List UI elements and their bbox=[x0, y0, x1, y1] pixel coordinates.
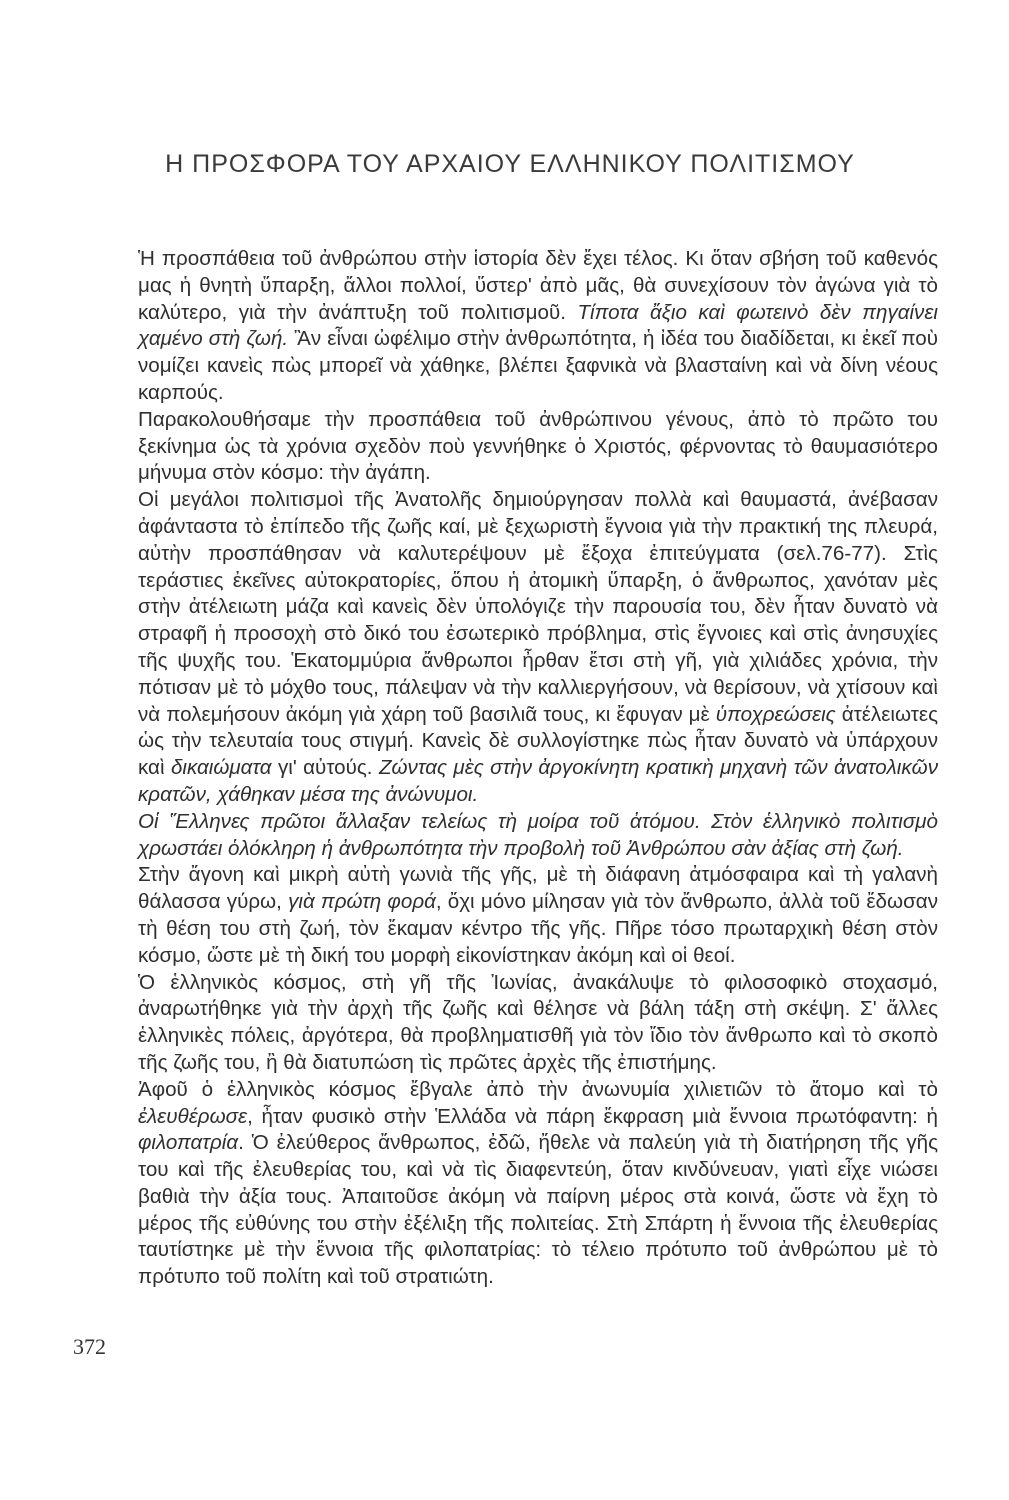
paragraph-text: , ἦταν φυσικὸ στὴν Ἑλλάδα νὰ πάρη ἔκφραση μιὰ ἔννοια πρωτόφαντη: ἡ bbox=[247, 1104, 938, 1128]
emphasized-text: Ζώντας μὲς στὴν ἀργοκίνητη κρατικὴ μηχανὴ τῶν ἀνατολικῶν κρατῶν, χάθηκαν μέσα της ἀνώνυμοι. bbox=[138, 756, 939, 806]
emphasized-text: Οἱ Ἕλληνες πρῶτοι ἄλλαξαν τελείως τὴ μοίρα τοῦ ἀτόμου. Στὸν ἑλληνικὸ πολιτισμὸ χρωστάει ὁλόκληρη ἡ ἀνθρωπότητα τὴν προβολὴ τοῦ Ἀνθρώπου σὰν ἀξίας στὴ ζωή. bbox=[138, 809, 938, 860]
paragraph bbox=[138, 862, 938, 969]
page-title: Η ΠΡΟΣΦΟΡΑ ΤΟΥ ΑΡΧΑΙΟΥ ΕΛΛΗΝΙΚΟΥ ΠΟΛΙΤΙΣΜΟΥ bbox=[165, 150, 855, 178]
paragraph bbox=[138, 970, 938, 1077]
emphasized-text: ὑποχρεώσεις bbox=[715, 702, 836, 726]
paragraph-text: Στὴν ἄγονη καὶ μικρὴ αὐτὴ γωνιὰ τῆς γῆς, μὲ τὴ διάφανη ἀτμόσφαιρα καὶ τὴ γαλανὴ θάλασσα γύρω, bbox=[138, 863, 938, 914]
paragraph bbox=[138, 246, 938, 407]
paragraph bbox=[138, 487, 938, 809]
paragraph-text: , ὄχι μόνο μίλησαν γιὰ τὸν ἄνθρωπο, ἀλλὰ τοῦ ἔδωσαν τὴ θέση του στὴ ζωή, τὸν ἔκαμαν κέντρο τῆς γῆς. Πῆρε τόσο πρωταρχικὴ θέση στὸν κόσμο, ὥστε μὲ τὴ δική του μορφὴ εἰκονίστηκαν ἀκόμη καὶ οἱ θεοί. bbox=[138, 890, 938, 967]
paragraph bbox=[138, 809, 938, 863]
paragraph bbox=[138, 1077, 938, 1291]
paragraph-text: γι' αὐτούς. bbox=[271, 756, 379, 780]
body-text bbox=[138, 246, 938, 1291]
paragraph-text: Ἂν εἶναι ὠφέλιμο στὴν ἀνθρωπότητα, ἡ ἰδέα του διαδίδεται, κι ἐκεῖ ποὺ νομίζει κανεὶς πὼς μπορεῖ νὰ χάθηκε, βλέπει ξαφνικὰ νὰ βλασταίνη καὶ νὰ δίνη νέους καρπούς. bbox=[138, 327, 938, 404]
paragraph-text: Οἱ μεγάλοι πολιτισμοὶ τῆς Ἀνατολῆς δημιούργησαν πολλὰ καὶ θαυμαστά, ἀνέβασαν ἀφάνταστα τὸ ἐπίπεδο τῆς ζωῆς καί, μὲ ξεχωριστὴ ἔγνοια γιὰ τὴν πρακτική της πλευρά, αὐτὴν προσπάθησαν νὰ καλυτερέψουν μὲ ἔξοχα ἐπιτεύγματα (σελ.76-77). Στὶς τεράστιες ἐκεῖνες αὐτοκρατορίες, ὅπου ἡ ἀτομικὴ ὕπαρξη, ὁ ἄνθρωπος, χανόταν μὲς στὴν ἀτέλειωτη μάζα καὶ κανεὶς δὲν ὑπολόγιζε τὴν παρουσία του, δὲν ἦταν δυνατὸ νὰ στραφῆ ἡ προσοχὴ στὸ δικό του ἐσωτερικὸ πρόβλημα, στὶς ἔγνοιες καὶ στὶς ἀνησυχίες τῆς ψυχῆς του. Ἑκατομμύρια ἄνθρωποι ἦρθαν ἔτσι στὴ γῆ, γιὰ χιλιάδες χρόνια, τὴν πότισαν μὲ τὸ μόχθο τους, πάλεψαν νὰ τὴν καλλιεργήσουν, νὰ θερίσουν, νὰ χτίσουν καὶ νὰ πολεμήσουν ἀκόμη γιὰ χάρη τοῦ βασιλιᾶ τους, κι ἔφυγαν μὲ bbox=[138, 488, 938, 726]
emphasized-text: ἐλευθέρωσε bbox=[138, 1104, 248, 1128]
page-number: 372 bbox=[73, 1334, 106, 1359]
paragraph-text: Ὁ ἑλληνικὸς κόσμος, στὴ γῆ τῆς Ἰωνίας, ἀνακάλυψε τὸ φιλοσοφικὸ στοχασμό, ἀναρωτήθηκε γιὰ τὴν ἀρχὴ τῆς ζωῆς καὶ θέλησε νὰ βάλη τάξη στὴ σκέψη. Σ' ἄλλες ἑλληνικὲς πόλεις, ἀργότερα, θὰ προβληματισθῆ γιὰ τὸν ἴδιο τὸν ἄνθρωπο καὶ τὸ σκοπὸ τῆς ζωῆς του, ἢ θὰ διατυπώση τὶς πρῶτες ἀρχὲς τῆς ἐπιστήμης. bbox=[138, 970, 938, 1074]
paragraph-text: ἀτέλειωτες ὡς τὴν τελευταία τους στιγμή. Κανεὶς δὲ συλλογίστηκε πὼς ἦταν δυνατὸ νὰ ὑπάρχουν καὶ bbox=[138, 702, 938, 780]
paragraph-text: . Ὁ ἐλεύθερος ἄνθρωπος, ἐδῶ, ἤθελε νὰ παλεύη γιὰ τὴ διατήρηση τῆς γῆς του καὶ τῆς ἐλευθερίας του, καὶ νὰ τὶς διαφεντεύη, ὅταν κινδύνευαν, γιατὶ εἶχε νιώσει βαθιὰ τὴν ἀξία τους. Ἀπαιτοῦσε ἀκόμη νὰ παίρνη μέρος στὰ κοινά, ὥστε νὰ ἔχη τὸ μέρος τῆς εὐθύνης του στὴν ἐξέλιξη τῆς πολιτείας. Στὴ Σπάρτη ἡ ἔννοια τῆς ἐλευθερίας ταυτίστηκε μὲ τὴν ἔννοια τῆς φιλοπατρίας: τὸ τέλειο πρότυπο τοῦ ἀνθρώπου μὲ τὸ πρότυπο τοῦ πολίτη καὶ τοῦ στρατιώτη. bbox=[138, 1131, 938, 1289]
paragraph-text: Ἀφοῦ ὁ ἑλληνικὸς κόσμος ἔβγαλε ἀπὸ τὴν ἀνωνυμία χιλιετιῶν τὸ ἄτομο καὶ τὸ bbox=[138, 1077, 938, 1101]
emphasized-text: δικαιώματα bbox=[170, 756, 272, 780]
paragraph-text: Παρακολουθήσαμε τὴν προσπάθεια τοῦ ἀνθρώπινου γένους, ἀπὸ τὸ πρῶτο του ξεκίνημα ὡς τὰ χρόνια σχεδὸν ποὺ γεννήθηκε ὁ Χριστός, φέρνοντας τὸ θαυμασιότερο μήνυμα στὸν κόσμο: τὴν ἀγάπη. bbox=[138, 407, 938, 485]
emphasized-text: γιὰ πρώτη φορά bbox=[288, 890, 436, 914]
emphasized-text: Τίποτα ἄξιο καὶ φωτεινὸ δὲν πηγαίνει χαμένο στὴ ζωή. bbox=[138, 300, 938, 351]
paragraph bbox=[138, 407, 938, 487]
emphasized-text: φιλοπατρία bbox=[138, 1131, 239, 1155]
paragraph-text: Ἡ προσπάθεια τοῦ ἀνθρώπου στὴν ἱστορία δὲν ἔχει τέλος. Κι ὅταν σβήση τοῦ καθενός μας ἡ θνητὴ ὕπαρξη, ἄλλοι πολλοί, ὕστερ' ἀπὸ μᾶς, θὰ συνεχίσουν τὸν ἀγώνα γιὰ τὸ καλύτερο, γιὰ τὴν ἀνάπτυξη τοῦ πολιτισμοῦ. bbox=[138, 247, 938, 324]
